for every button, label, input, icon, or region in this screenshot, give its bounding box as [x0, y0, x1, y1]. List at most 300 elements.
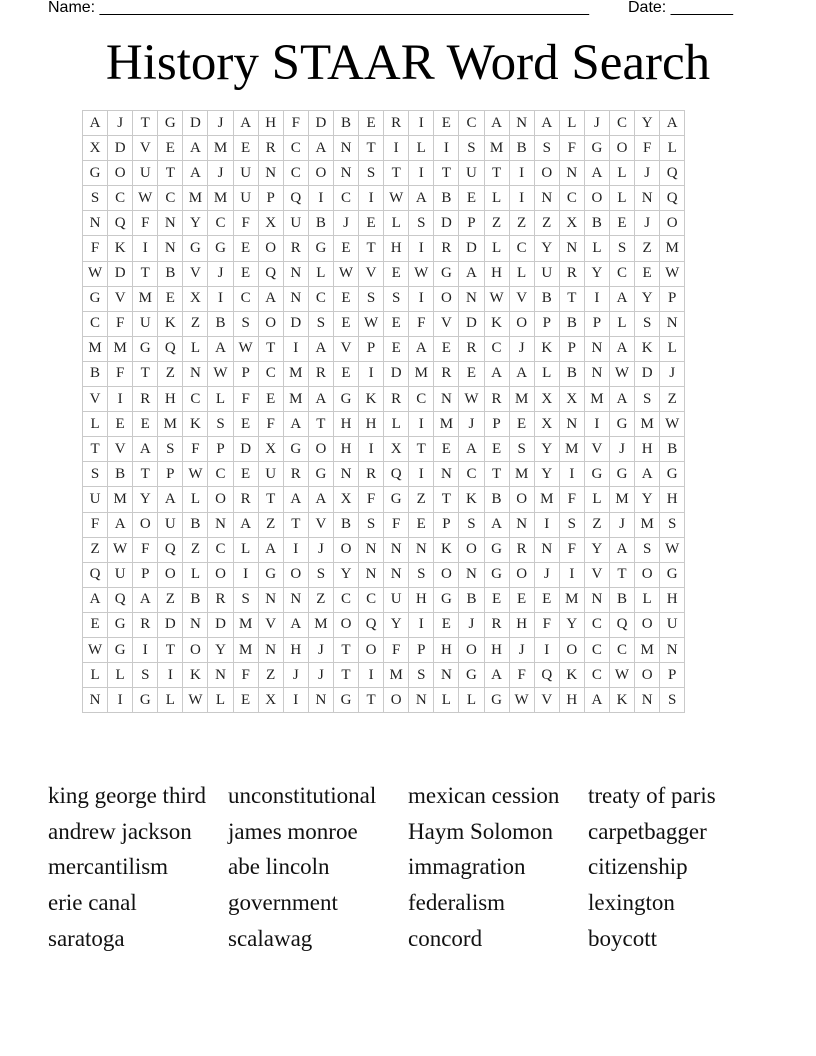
header-line — [48, 0, 742, 20]
grid-cell: N — [509, 111, 534, 136]
grid-cell: R — [308, 361, 333, 386]
grid-cell: M — [233, 612, 258, 637]
grid-cell: S — [308, 311, 333, 336]
grid-cell: I — [409, 161, 434, 186]
grid-cell: J — [635, 211, 660, 236]
grid-cell: L — [208, 387, 233, 412]
grid-cell: E — [359, 111, 384, 136]
grid-cell: W — [509, 688, 534, 713]
grid-cell: I — [409, 111, 434, 136]
grid-cell: G — [308, 236, 333, 261]
grid-cell: F — [559, 487, 584, 512]
grid-cell: U — [233, 186, 258, 211]
grid-cell: N — [283, 261, 308, 286]
grid-cell: U — [108, 562, 133, 587]
grid-cell: A — [283, 412, 308, 437]
grid-cell: S — [635, 311, 660, 336]
word-list-item: king george third — [48, 783, 206, 808]
grid-cell: Z — [660, 387, 685, 412]
grid-cell: Q — [258, 261, 283, 286]
grid-cell: Z — [183, 311, 208, 336]
grid-cell: C — [283, 161, 308, 186]
grid-cell: N — [83, 211, 108, 236]
grid-cell: F — [83, 512, 108, 537]
grid-cell: B — [459, 587, 484, 612]
grid-cell: Q — [660, 186, 685, 211]
grid-cell: L — [484, 236, 509, 261]
grid-cell: E — [233, 412, 258, 437]
grid-cell: D — [459, 236, 484, 261]
grid-cell: G — [133, 688, 158, 713]
grid-cell: I — [208, 286, 233, 311]
grid-cell: A — [484, 361, 509, 386]
grid-cell: Z — [509, 211, 534, 236]
grid-cell: U — [283, 211, 308, 236]
grid-cell: P — [484, 412, 509, 437]
grid-cell: T — [333, 637, 358, 662]
grid-cell: A — [609, 286, 634, 311]
grid-cell: L — [559, 111, 584, 136]
grid-cell: X — [534, 412, 559, 437]
grid-cell: M — [635, 412, 660, 437]
grid-cell: H — [384, 236, 409, 261]
grid-cell: C — [559, 186, 584, 211]
grid-cell: H — [409, 587, 434, 612]
grid-cell: G — [333, 688, 358, 713]
grid-cell: V — [83, 387, 108, 412]
grid-cell: D — [635, 361, 660, 386]
grid-cell: O — [183, 637, 208, 662]
grid-cell: S — [133, 663, 158, 688]
grid-cell: G — [484, 537, 509, 562]
grid-cell: A — [660, 111, 685, 136]
grid-cell: E — [484, 587, 509, 612]
grid-cell: U — [133, 311, 158, 336]
grid-cell: U — [534, 261, 559, 286]
grid-cell: N — [584, 336, 609, 361]
grid-cell: B — [559, 361, 584, 386]
grid-cell: X — [258, 688, 283, 713]
grid-cell: T — [409, 437, 434, 462]
grid-cell: I — [308, 186, 333, 211]
grid-cell: J — [308, 663, 333, 688]
grid-cell: Z — [484, 211, 509, 236]
grid-cell: W — [83, 261, 108, 286]
grid-cell: Q — [359, 612, 384, 637]
grid-cell: G — [609, 462, 634, 487]
grid-cell: P — [660, 286, 685, 311]
grid-cell: I — [108, 387, 133, 412]
grid-cell: W — [660, 412, 685, 437]
grid-cell: T — [133, 462, 158, 487]
grid-cell: H — [484, 637, 509, 662]
word-list-item: citizenship — [588, 854, 688, 880]
grid-cell: F — [183, 437, 208, 462]
grid-cell: H — [484, 261, 509, 286]
grid-cell: E — [434, 336, 459, 361]
grid-cell: I — [409, 412, 434, 437]
grid-row — [83, 286, 685, 311]
grid-cell: B — [609, 587, 634, 612]
grid-cell: K — [359, 387, 384, 412]
grid-cell: R — [459, 336, 484, 361]
grid-cell: N — [459, 286, 484, 311]
grid-cell: R — [509, 537, 534, 562]
grid-cell: I — [283, 336, 308, 361]
grid-cell: N — [534, 537, 559, 562]
grid-cell: W — [83, 637, 108, 662]
grid-cell: E — [509, 412, 534, 437]
word-list-item: carpetbagger — [588, 818, 707, 844]
grid-cell: C — [409, 387, 434, 412]
grid-cell: Z — [158, 587, 183, 612]
grid-cell: R — [133, 612, 158, 637]
grid-cell: M — [83, 336, 108, 361]
grid-cell: C — [108, 186, 133, 211]
grid-cell: N — [584, 361, 609, 386]
grid-cell: A — [183, 161, 208, 186]
grid-cell: C — [584, 637, 609, 662]
grid-cell: B — [509, 136, 534, 161]
grid-cell: I — [233, 562, 258, 587]
grid-cell: O — [534, 161, 559, 186]
grid-cell: M — [233, 637, 258, 662]
grid-cell: H — [660, 587, 685, 612]
word-list-item: treaty of paris — [588, 783, 716, 808]
grid-cell: A — [534, 111, 559, 136]
grid-cell: N — [509, 512, 534, 537]
grid-row — [83, 562, 685, 587]
grid-cell: Z — [158, 361, 183, 386]
grid-cell: C — [459, 462, 484, 487]
grid-cell: D — [384, 361, 409, 386]
grid-row — [83, 261, 685, 286]
grid-cell: T — [133, 111, 158, 136]
grid-cell: N — [183, 612, 208, 637]
grid-cell: U — [133, 161, 158, 186]
grid-cell: J — [509, 637, 534, 662]
grid-cell: P — [359, 336, 384, 361]
grid-cell: D — [283, 311, 308, 336]
grid-cell: R — [384, 387, 409, 412]
grid-cell: O — [283, 562, 308, 587]
word-list-item: federalism — [408, 890, 506, 916]
grid-cell: P — [660, 663, 685, 688]
grid-cell: N — [158, 236, 183, 261]
grid-cell: A — [133, 437, 158, 462]
grid-cell: I — [409, 462, 434, 487]
grid-cell: F — [258, 412, 283, 437]
grid-cell: O — [559, 637, 584, 662]
grid-cell: A — [484, 512, 509, 537]
grid-cell: U — [660, 612, 685, 637]
grid-cell: L — [183, 562, 208, 587]
grid-row — [83, 136, 685, 161]
grid-cell: E — [233, 688, 258, 713]
grid-row — [83, 336, 685, 361]
grid-cell: C — [459, 111, 484, 136]
grid-cell: I — [133, 236, 158, 261]
grid-cell: L — [208, 688, 233, 713]
grid-cell: A — [183, 136, 208, 161]
word-list-item: mexican cession — [408, 783, 560, 808]
grid-cell: I — [409, 236, 434, 261]
grid-cell: N — [333, 161, 358, 186]
grid-cell: B — [584, 211, 609, 236]
word-list-item: mercantilism — [48, 854, 169, 880]
grid-cell: L — [509, 261, 534, 286]
grid-cell: D — [183, 111, 208, 136]
grid-cell: F — [559, 537, 584, 562]
grid-cell: C — [158, 186, 183, 211]
grid-cell: E — [484, 437, 509, 462]
grid-cell: Z — [584, 512, 609, 537]
grid-cell: A — [308, 336, 333, 361]
word-list-item: james monroe — [228, 818, 358, 844]
grid-cell: L — [158, 688, 183, 713]
grid-cell: E — [635, 261, 660, 286]
grid-cell: S — [83, 186, 108, 211]
grid-cell: Q — [660, 161, 685, 186]
grid-cell: I — [409, 286, 434, 311]
page-title: History STAAR Word Search — [105, 35, 711, 91]
grid-row — [83, 361, 685, 386]
grid-cell: N — [208, 663, 233, 688]
grid-cell: W — [609, 361, 634, 386]
grid-cell: Q — [609, 612, 634, 637]
grid-cell: Z — [409, 487, 434, 512]
grid-cell: S — [83, 462, 108, 487]
grid-cell: S — [459, 512, 484, 537]
grid-cell: E — [409, 512, 434, 537]
grid-cell: E — [83, 612, 108, 637]
grid-cell: R — [559, 261, 584, 286]
grid-cell: O — [308, 437, 333, 462]
grid-cell: Q — [83, 562, 108, 587]
grid-cell: C — [484, 336, 509, 361]
grid-cell: H — [660, 487, 685, 512]
grid-cell: K — [459, 487, 484, 512]
grid-cell: I — [359, 663, 384, 688]
grid-cell: M — [133, 286, 158, 311]
grid-cell: W — [233, 336, 258, 361]
grid-cell: M — [635, 637, 660, 662]
grid-cell: O — [434, 562, 459, 587]
grid-cell: W — [133, 186, 158, 211]
grid-cell: J — [283, 663, 308, 688]
grid-cell: J — [333, 211, 358, 236]
grid-cell: B — [308, 211, 333, 236]
grid-cell: Q — [108, 587, 133, 612]
grid-cell: I — [584, 286, 609, 311]
grid-cell: H — [158, 387, 183, 412]
grid-cell: W — [459, 387, 484, 412]
grid-cell: A — [83, 587, 108, 612]
grid-cell: H — [258, 111, 283, 136]
grid-cell: A — [409, 336, 434, 361]
grid-cell: B — [183, 512, 208, 537]
grid-cell: K — [183, 663, 208, 688]
grid-cell: I — [509, 161, 534, 186]
grid-cell: N — [183, 361, 208, 386]
grid-cell: J — [208, 161, 233, 186]
grid-cell: Q — [158, 336, 183, 361]
grid-cell: V — [333, 336, 358, 361]
grid-cell: L — [83, 663, 108, 688]
grid-cell: A — [308, 487, 333, 512]
grid-cell: L — [434, 688, 459, 713]
grid-cell: N — [635, 186, 660, 211]
grid-row — [83, 587, 685, 612]
grid-row — [83, 512, 685, 537]
date-field-line: Date: _______ — [628, 0, 733, 16]
grid-cell: E — [434, 437, 459, 462]
grid-cell: K — [158, 311, 183, 336]
grid-cell: S — [359, 512, 384, 537]
grid-cell: P — [158, 462, 183, 487]
grid-cell: O — [509, 311, 534, 336]
grid-cell: K — [609, 688, 634, 713]
grid-cell: M — [635, 512, 660, 537]
grid-cell: A — [609, 336, 634, 361]
grid-cell: L — [584, 487, 609, 512]
grid-cell: J — [459, 412, 484, 437]
grid-cell: I — [359, 361, 384, 386]
word-list-item: lexington — [588, 890, 675, 916]
grid-cell: C — [609, 111, 634, 136]
grid-cell: N — [660, 637, 685, 662]
grid-cell: O — [635, 612, 660, 637]
grid-cell: S — [609, 236, 634, 261]
grid-cell: O — [333, 612, 358, 637]
grid-cell: E — [459, 186, 484, 211]
grid-cell: I — [384, 136, 409, 161]
word-list-item: andrew jackson — [48, 818, 192, 844]
grid-cell: F — [359, 487, 384, 512]
grid-cell: H — [434, 637, 459, 662]
grid-cell: Z — [534, 211, 559, 236]
grid-cell: E — [609, 211, 634, 236]
grid-cell: M — [108, 487, 133, 512]
grid-cell: P — [133, 562, 158, 587]
grid-cell: C — [208, 537, 233, 562]
grid-cell: J — [609, 512, 634, 537]
grid-cell: C — [609, 637, 634, 662]
grid-cell: J — [208, 261, 233, 286]
grid-cell: B — [108, 462, 133, 487]
grid-cell: A — [459, 437, 484, 462]
grid-cell: A — [283, 487, 308, 512]
grid-cell: L — [534, 361, 559, 386]
grid-cell: X — [258, 211, 283, 236]
grid-cell: I — [534, 512, 559, 537]
grid-cell: Z — [183, 537, 208, 562]
grid-cell: A — [83, 111, 108, 136]
grid-cell: Z — [83, 537, 108, 562]
grid-cell: P — [233, 361, 258, 386]
grid-cell: H — [635, 437, 660, 462]
grid-cell: A — [609, 537, 634, 562]
grid-cell: N — [534, 186, 559, 211]
grid-cell: L — [233, 537, 258, 562]
grid-cell: H — [359, 412, 384, 437]
grid-cell: T — [359, 688, 384, 713]
grid-cell: O — [359, 637, 384, 662]
letter-grid — [82, 110, 685, 713]
grid-cell: E — [133, 412, 158, 437]
grid-cell: L — [409, 136, 434, 161]
grid-cell: E — [534, 587, 559, 612]
grid-cell: R — [434, 236, 459, 261]
grid-cell: R — [384, 111, 409, 136]
grid-cell: F — [133, 211, 158, 236]
grid-cell: T — [133, 261, 158, 286]
grid-cell: O — [258, 311, 283, 336]
grid-cell: V — [108, 437, 133, 462]
grid-cell: G — [83, 286, 108, 311]
grid-cell: S — [409, 663, 434, 688]
grid-cell: A — [233, 111, 258, 136]
grid-cell: P — [208, 437, 233, 462]
grid-cell: G — [158, 111, 183, 136]
grid-cell: O — [635, 562, 660, 587]
grid-cell: G — [584, 136, 609, 161]
grid-cell: A — [409, 186, 434, 211]
grid-cell: G — [283, 437, 308, 462]
grid-cell: D — [108, 261, 133, 286]
grid-cell: Y — [133, 487, 158, 512]
grid-cell: R — [208, 587, 233, 612]
grid-cell: W — [409, 261, 434, 286]
grid-cell: N — [409, 537, 434, 562]
grid-cell: Y — [384, 612, 409, 637]
grid-cell: S — [233, 587, 258, 612]
grid-cell: D — [434, 211, 459, 236]
grid-cell: M — [484, 136, 509, 161]
grid-cell: J — [308, 637, 333, 662]
word-list-item: immagration — [408, 854, 526, 880]
grid-cell: R — [484, 387, 509, 412]
grid-cell: C — [584, 612, 609, 637]
grid-cell: Y — [534, 236, 559, 261]
grid-cell: M — [108, 336, 133, 361]
grid-cell: C — [283, 136, 308, 161]
grid-cell: E — [108, 412, 133, 437]
grid-cell: O — [108, 161, 133, 186]
grid-cell: T — [434, 487, 459, 512]
grid-cell: N — [384, 562, 409, 587]
grid-cell: G — [484, 562, 509, 587]
grid-cell: A — [258, 537, 283, 562]
grid-cell: W — [660, 261, 685, 286]
grid-cell: E — [258, 387, 283, 412]
grid-cell: T — [359, 136, 384, 161]
grid-cell: B — [434, 186, 459, 211]
grid-cell: S — [359, 161, 384, 186]
grid-cell: M — [559, 437, 584, 462]
grid-cell: T — [559, 286, 584, 311]
grid-cell: E — [384, 311, 409, 336]
grid-cell: B — [208, 311, 233, 336]
grid-cell: L — [83, 412, 108, 437]
grid-cell: V — [584, 562, 609, 587]
grid-cell: N — [308, 688, 333, 713]
grid-cell: J — [459, 612, 484, 637]
grid-row — [83, 412, 685, 437]
grid-cell: F — [233, 387, 258, 412]
grid-cell: I — [559, 562, 584, 587]
grid-cell: O — [635, 663, 660, 688]
